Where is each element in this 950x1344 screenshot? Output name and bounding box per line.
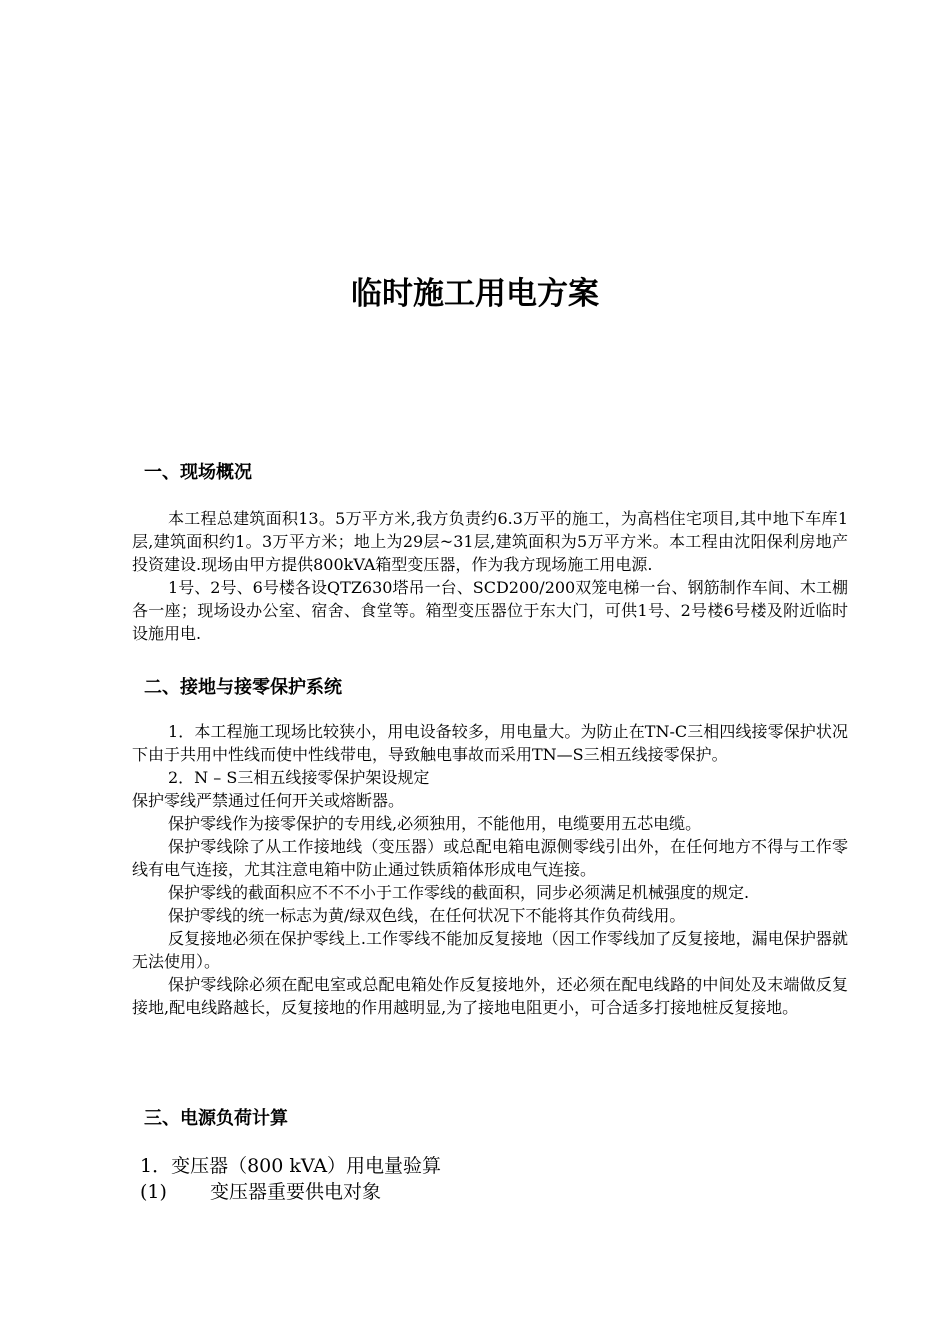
paragraph: 反复接地必须在保护零线上.工作零线不能加反复接地（因工作零线加了反复接地，漏电保护器就无法使用）。 (132, 929, 848, 971)
section-heading-load-calculation: 三、电源负荷计算 (144, 1108, 288, 1129)
paragraph: 保护零线严禁通过任何开关或熔断器。 (132, 791, 405, 810)
transformer-check-item: 1．变压器（800 kVA）用电量验算 (140, 1155, 442, 1177)
paragraph: 1号、2号、6号楼各设QTZ630塔吊一台、SCD200/200双笼电梯一台、钢筋制作车间、木工棚各一座；现场设办公室、宿舍、食堂等。箱型变压器位于东大门，可供1号、2号楼6号楼及附近临时设施用电. (132, 578, 848, 643)
subitem-text: 变压器重要供电对象 (210, 1181, 382, 1203)
section-site-overview-body (132, 507, 848, 645)
paragraph: 保护零线除必须在配电室或总配电箱处作反复接地外，还必须在配电线路的中间处及末端做反复接地,配电线路越长，反复接地的作用越明显,为了接地电阻更小，可合适多打接地桩反复接地。 (132, 975, 848, 1017)
paragraph: 保护零线作为接零保护的专用线,必须独用，不能他用，电缆要用五芯电缆。 (168, 814, 702, 833)
paragraph: 保护零线的截面积应不不不小于工作零线的截面积，同步必须满足机械强度的规定. (168, 883, 750, 902)
paragraph: 本工程总建筑面积13。5万平方米,我方负责约6.3万平的施工，为高档住宅项目,其中地下车库1层,建筑面积约1。3万平方米；地上为29层~31层,建筑面积为5万平方米。本工程由沈阳保利房地产投资建设.现场由甲方提供800kVA箱型变压器，作为我方现场施工用电源. (132, 509, 848, 574)
paragraph: 1．本工程施工现场比较狭小，用电设备较多，用电量大。为防止在TN-C三相四线接零保护状况下由于共用中性线而使中性线带电，导致触电事故而采用TN—S三相五线接零保护。 (132, 722, 848, 764)
section-heading-site-overview: 一、现场概况 (144, 462, 252, 483)
subitem-number: (1) (140, 1181, 167, 1203)
section-heading-grounding: 二、接地与接零保护系统 (144, 677, 342, 698)
section-grounding-body (132, 720, 848, 1019)
paragraph: 保护零线除了从工作接地线（变压器）或总配电箱电源侧零线引出外，在任何地方不得与工作零线有电气连接，尤其注意电箱中防止通过铁质箱体形成电气连接。 (132, 837, 848, 879)
paragraph: 2．N – S三相五线接零保护架设规定 (168, 768, 430, 787)
document-title: 临时施工用电方案 (351, 276, 599, 312)
paragraph: 保护零线的统一标志为黄/绿双色线，在任何状况下不能将其作负荷线用。 (168, 906, 686, 925)
transformer-supply-subitem (140, 1179, 381, 1205)
